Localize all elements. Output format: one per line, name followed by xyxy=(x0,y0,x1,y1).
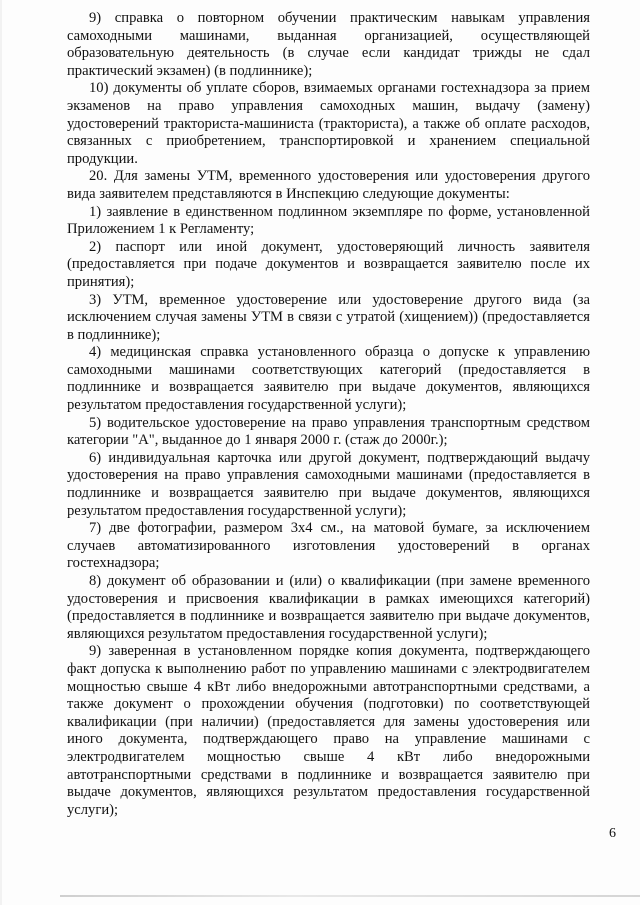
paragraph-item-9-certified-copy: 9) заверенная в установленном порядке копия документа, подтверждающего факт допуска к выполнению работ по управлению машинами с электродвигателем мощностью свыше 4 кВт либо внедорожными автотранспортными средствами, а также документ о прохождении обучения (подготовки) по соответствующей квалификации (при наличии) (предоставляется для замены удостоверения или иного документа, подтверждающего право на управление машинами с электродвигателем мощностью свыше 4 кВт либо внедорожными автотранспортными средствами в подлиннике и возвращается заявителю при выдаче документов, являющихся результатом предоставления государственной услуги); xyxy=(67,643,590,818)
paragraph-item-9-retraining-certificate: 9) справка о повторном обучении практическим навыкам управления самоходными машинами, выданная организацией, осуществляющей образовательную деятельность (в случае если кандидат трижды не сдал практический экзамен) (в подлиннике); xyxy=(67,10,590,79)
paragraph-item-4-medical-certificate: 4) медицинская справка установленного образца о допуске к управлению самоходными машинами соответствующих категорий (предоставляется в подлиннике и возвращается заявителю при выдаче документов, являющихся результатом предоставления государственной услуги); xyxy=(67,344,590,414)
paragraph-section-20-replacement: 20. Для замены УТМ, временного удостоверения или удостоверения другого вида заявителем представляются в Инспекцию следующие документы: xyxy=(67,168,590,202)
paragraph-item-3-utm: 3) УТМ, временное удостоверение или удостоверение другого вида (за исключением случая замены УТМ в связи с утратой (хищением)) (предоставляется в подлиннике); xyxy=(67,291,590,343)
paragraph-item-10-fees-payment: 10) документы об уплате сборов, взимаемых органами гостехнадзора за прием экзаменов на право управления самоходных машин, выдачу (замену) удостоверений тракториста-машиниста (тракториста), а также об оплате расходов, связанных с приобретением, транспортировкой и хранением специальной продукции. xyxy=(67,80,590,167)
paragraph-item-2-passport: 2) паспорт или иной документ, удостоверяющий личность заявителя (предоставляется при подаче документов и возвращается заявителю после их принятия); xyxy=(67,238,590,290)
paragraph-item-5-driver-license: 5) водительское удостоверение на право управления транспортным средством категории "А", выданное до 1 января 2000 г. (стаж до 2000г.); xyxy=(67,414,590,449)
page-number: 6 xyxy=(609,826,616,841)
paragraph-item-7-photos: 7) две фотографии, размером 3x4 см., на матовой бумаге, за исключением случаев автоматизированного изготовления удостоверений в органах гостехнадзора; xyxy=(67,520,590,572)
document-body xyxy=(67,10,590,819)
paragraph-item-6-individual-card: 6) индивидуальная карточка или другой документ, подтверждающий выдачу удостоверения на право управления самоходными машинами (предоставляется в подлиннике и возвращается заявителю при выдаче документов, являющихся результатом предоставления государственной услуги); xyxy=(67,449,590,519)
scan-left-edge xyxy=(0,0,2,905)
paragraph-item-1-application: 1) заявление в единственном подлинном экземпляре по форме, установленной Приложением 1 к Регламенту; xyxy=(67,203,590,238)
scan-bottom-edge xyxy=(60,895,640,897)
paragraph-item-8-education-document: 8) документ об образовании и (или) о квалификации (при замене временного удостоверения и присвоения квалификации в рамках имеющихся категорий) (предоставляется в подлиннике и возвращается заявителю при выдаче документов, являющихся результатом предоставления государственной услуги); xyxy=(67,573,590,642)
